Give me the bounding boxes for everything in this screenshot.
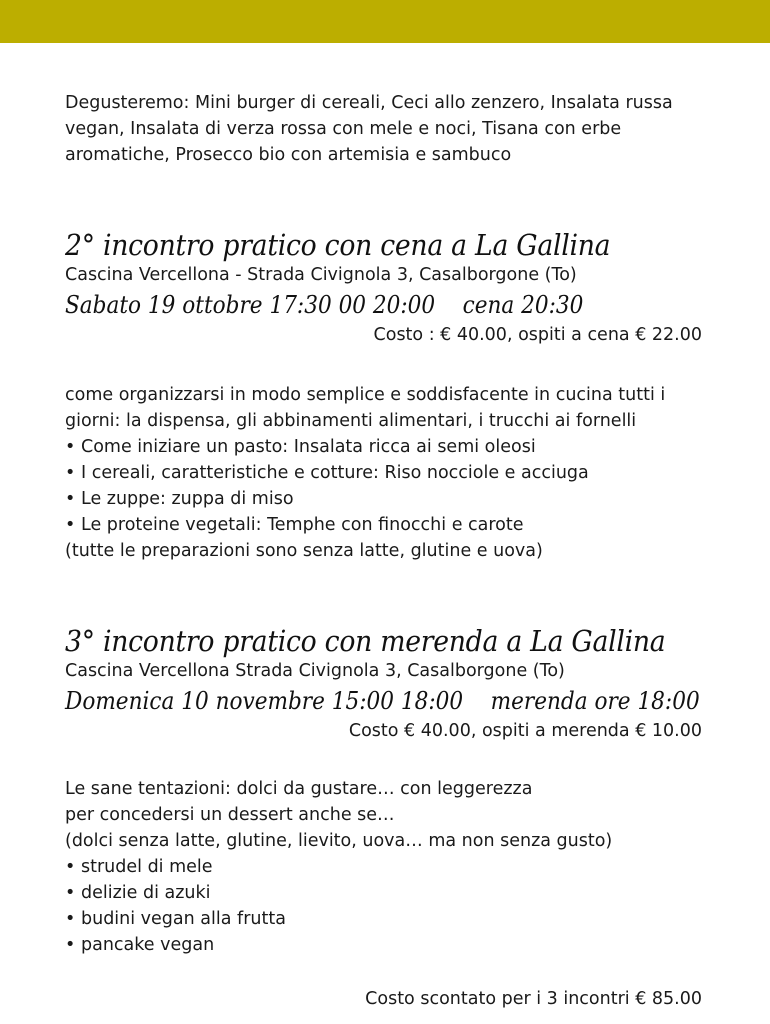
- list-item: • strudel di mele: [65, 854, 702, 880]
- meeting3-description: [65, 776, 702, 958]
- top-color-bar: [0, 0, 770, 43]
- meeting3-section: [65, 624, 702, 744]
- meeting2-desc-line: come organizzarsi in modo semplice e soddisfacente in cucina tutti i: [65, 385, 666, 405]
- meeting2-section: [65, 228, 702, 348]
- meeting2-datetime: Sabato 19 ottobre 17:30 00 20:00 cena 20:30: [65, 291, 584, 319]
- meeting2-title: 2° incontro pratico con cena a La Gallina: [65, 228, 611, 262]
- list-item: • I cereali, caratteristiche e cotture: Riso nocciole e acciuga: [65, 460, 702, 486]
- meeting2-menu-list: [65, 434, 702, 538]
- intro-paragraph: [65, 90, 702, 168]
- list-item: • delizie di azuki: [65, 880, 702, 906]
- list-item: • budini vegan alla frutta: [65, 906, 702, 932]
- list-item: • pancake vegan: [65, 932, 702, 958]
- list-item: • Le proteine vegetali: Temphe con finocchi e carote: [65, 512, 702, 538]
- list-item: • Le zuppe: zuppa di miso: [65, 486, 702, 512]
- meeting3-desc-line: Le sane tentazioni: dolci da gustare… con leggerezza: [65, 779, 533, 799]
- meeting3-desc-line: (dolci senza latte, glutine, lievito, uova… ma non senza gusto): [65, 831, 613, 851]
- meeting3-desc-line: per concedersi un dessert anche se…: [65, 805, 395, 825]
- meeting2-cost: Costo : € 40.00, ospiti a cena € 22.00: [373, 325, 702, 345]
- meeting3-cost: Costo € 40.00, ospiti a merenda € 10.00: [348, 721, 702, 741]
- meeting2-address: Cascina Vercellona - Strada Civignola 3, Casalborgone (To): [65, 265, 577, 285]
- meeting2-desc-line: giorni: la dispensa, gli abbinamenti alimentari, i trucchi ai fornelli: [65, 411, 637, 431]
- intro-line: Degusteremo: Mini burger di cereali, Ceci allo zenzero, Insalata russa: [65, 93, 673, 113]
- meeting3-title: 3° incontro pratico con merenda a La Gallina: [65, 624, 666, 658]
- meeting3-menu-list: [65, 854, 702, 958]
- footer-section: [65, 986, 702, 1012]
- meeting3-address: Cascina Vercellona Strada Civignola 3, Casalborgone (To): [65, 661, 565, 681]
- meeting3-datetime: Domenica 10 novembre 15:00 18:00 merenda ore 18:00: [65, 687, 700, 715]
- meeting2-note: (tutte le preparazioni sono senza latte, glutine e uova): [65, 541, 543, 561]
- intro-line: aromatiche, Prosecco bio con artemisia e sambuco: [65, 145, 512, 165]
- meeting2-description: [65, 382, 702, 564]
- total-cost: Costo scontato per i 3 incontri € 85.00: [365, 989, 702, 1009]
- intro-line: vegan, Insalata di verza rossa con mele e noci, Tisana con erbe: [65, 119, 622, 139]
- list-item: • Come iniziare un pasto: Insalata ricca ai semi oleosi: [65, 434, 702, 460]
